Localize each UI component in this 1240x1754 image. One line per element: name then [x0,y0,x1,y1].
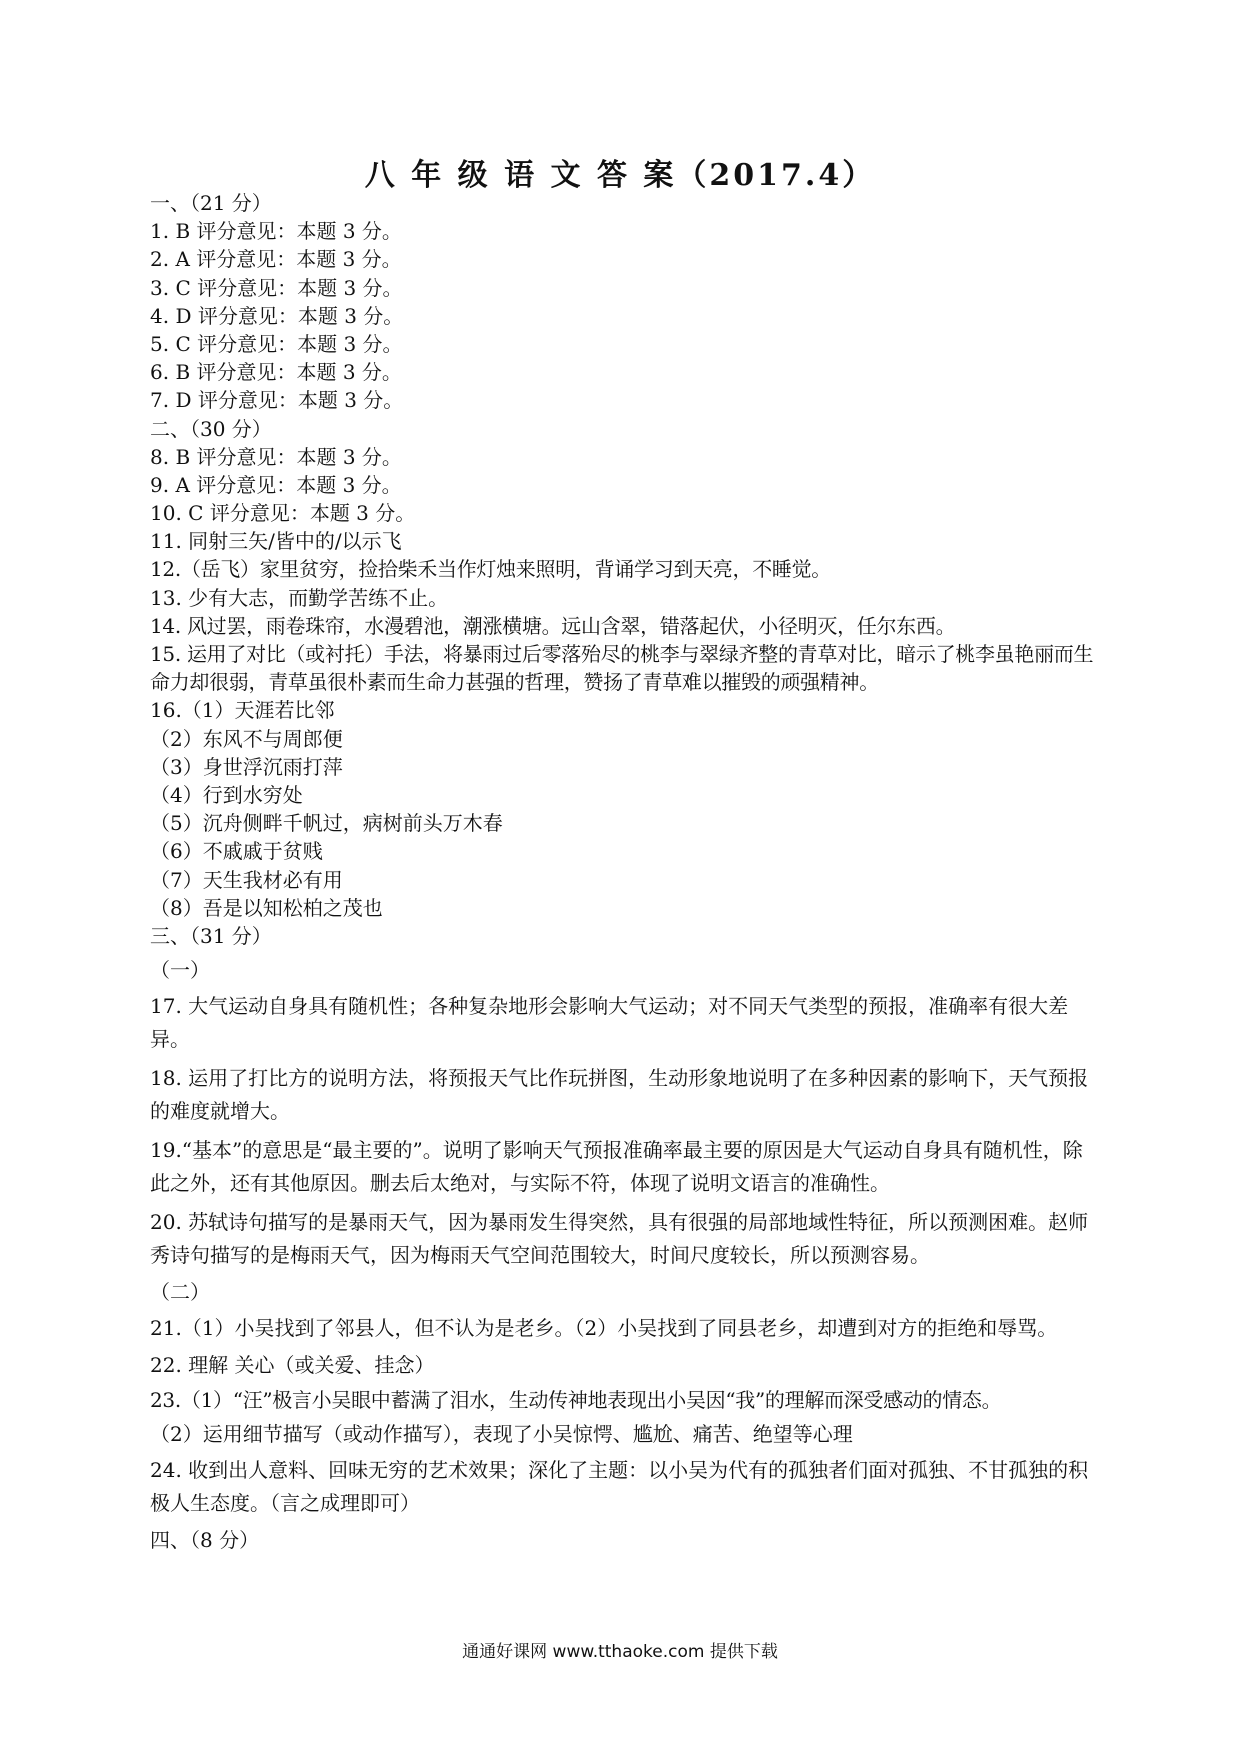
answer-subitem: （7）天生我材必有用 [150,867,343,892]
answer-item: 11. 同射三矢/皆中的/以示飞 [150,529,402,554]
answer-item: 5. C 评分意见：本题 3 分。 [150,331,403,356]
answer-subitem: （2）运用细节描写（或动作描写），表现了小吴惊愕、尴尬、痛苦、绝望等心理 [150,1421,853,1446]
answer-subitem: （5）沉舟侧畔千帆过，病树前头万木春 [150,811,503,836]
answer-item: 21.（1）小吴找到了邻县人，但不认为是老乡。（2）小吴找到了同县老乡，却遭到对方的拒绝和辱骂。 [150,1316,1058,1341]
section-heading: 四、（8 分） [150,1528,260,1553]
answer-subitem: （6）不戚戚于贫贱 [150,839,323,864]
answer-item: 23.（1）“汪”极言小吴眼中蓄满了泪水，生动传神地表现出小吴因“我”的理解而深受感动的情态。 [150,1387,1002,1412]
answer-subitem: （2）东风不与周郎便 [150,726,343,751]
subsection-heading: （二） [150,1280,210,1305]
answer-item: 10. C 评分意见：本题 3 分。 [150,501,416,526]
answer-item: 4. D 评分意见：本题 3 分。 [150,303,404,328]
answer-item: 3. C 评分意见：本题 3 分。 [150,275,403,300]
answer-item: 13. 少有大志，而勤学苦练不止。 [150,585,449,610]
subsection-heading: （一） [150,958,210,983]
answer-item: 15. 运用了对比（或衬托）手法，将暴雨过后零落殆尽的桃李与翠绿齐整的青草对比，暗示了桃李虽艳丽而生命力却很弱，青草虽很朴素而生命力甚强的哲理，赞扬了青草难以摧毁的顽强精神。 [150,642,1094,695]
answer-subitem: （4）行到水穷处 [150,782,303,807]
answer-item: 20. 苏轼诗句描写的是暴雨天气，因为暴雨发生得突然，具有很强的局部地域性特征，所以预测困难。赵师秀诗句描写的是梅雨天气，因为梅雨天气空间范围较大，时间尺度较长，所以预测容易。 [150,1210,1089,1268]
document-title: 八 年 级 语 文 答 案（2017.4） [364,158,876,193]
answer-item: 6. B 评分意见：本题 3 分。 [150,360,402,385]
answer-item: 9. A 评分意见：本题 3 分。 [150,472,402,497]
answer-item: 8. B 评分意见：本题 3 分。 [150,444,402,469]
answer-item: 2. A 评分意见：本题 3 分。 [150,247,402,272]
section-heading: 三、（31 分） [150,923,272,948]
answer-item: 18. 运用了打比方的说明方法，将预报天气比作玩拼图，生动形象地说明了在多种因素的影响下，天气预报的难度就增大。 [150,1066,1089,1124]
answer-item: 1. B 评分意见：本题 3 分。 [150,219,402,244]
answer-item: 22. 理解 关心（或关爱、挂念） [150,1353,435,1378]
answer-item: 12.（岳飞）家里贫穷，捡拾柴禾当作灯烛来照明，背诵学习到天亮，不睡觉。 [150,557,832,582]
answer-subitem: （3）身世浮沉雨打萍 [150,754,343,779]
answer-content [150,189,1100,1554]
answer-item: 14. 风过罢，雨卷珠帘，水漫碧池，潮涨横塘。远山含翠，错落起伏，小径明灭，任尔东西。 [150,613,956,638]
answer-item: 24. 收到出人意料、回味无穷的艺术效果；深化了主题：以小吴为代有的孤独者们面对孤独、不甘孤独的积极人生态度。（言之成理即可） [150,1458,1089,1516]
section-heading: 一、（21 分） [150,191,272,215]
answer-item: 19.“基本”的意思是“最主要的”。说明了影响天气预报准确率最主要的原因是大气运动自身具有随机性，除此之外，还有其他原因。删去后太绝对，与实际不符，体现了说明文语言的准确性。 [150,1138,1083,1196]
answer-subitem: （8）吾是以知松柏之茂也 [150,895,383,920]
section-heading: 二、（30 分） [150,416,272,441]
answer-item: 7. D 评分意见：本题 3 分。 [150,388,404,413]
page-footer: 通通好课网 www.tthaoke.com 提供下载 [462,1642,778,1662]
answer-item: 17. 大气运动自身具有随机性；各种复杂地形会影响大气运动；对不同天气类型的预报，准确率有很大差异。 [150,994,1069,1052]
answer-item: 16.（1）天涯若比邻 [150,698,335,723]
